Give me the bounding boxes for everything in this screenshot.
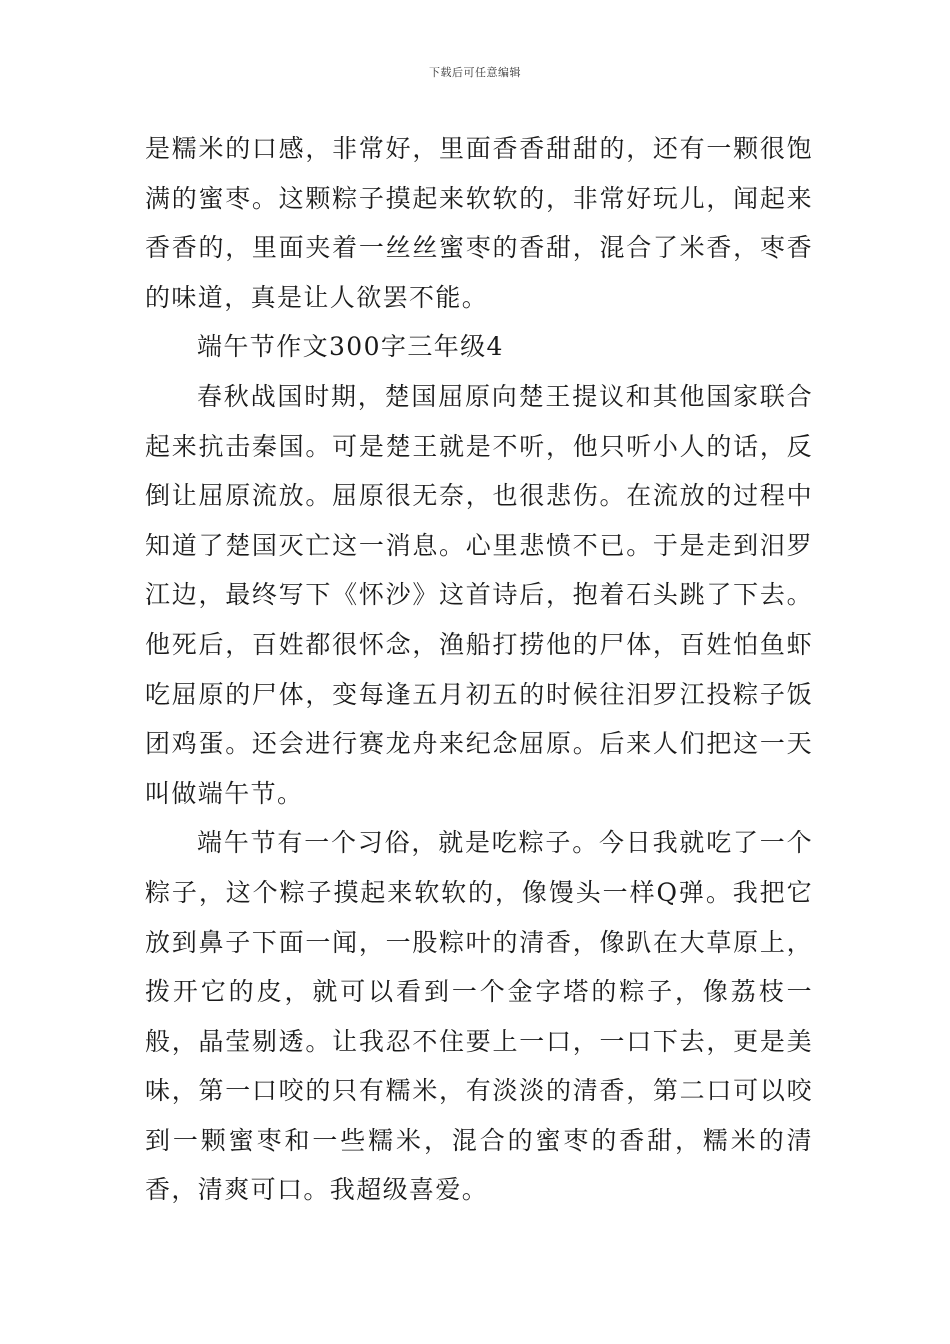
paragraph-continuation: 是糯米的口感，非常好，里面香香甜甜的，还有一颗很饱满的蜜枣。这颗粽子摸起来软软的，非常好玩儿，闻起来香香的，里面夹着一丝丝蜜枣的香甜，混合了米香，枣香的味道，真是让人欲罢不能。	[145, 134, 813, 312]
paragraph-quyuan-story: 春秋战国时期，楚国屈原向楚王提议和其他国家联合起来抗击秦国。可是楚王就是不听，他只听小人的话，反倒让屈原流放。屈原很无奈，也很悲伤。在流放的过程中知道了楚国灭亡这一消息。心里悲愤不已。于是走到汨罗江边，最终写下《怀沙》这首诗后，抱着石头跳了下去。他死后，百姓都很怀念，渔船打捞他的尸体，百姓怕鱼虾吃屈原的尸体，变每逢五月初五的时候往汨罗江投粽子饭团鸡蛋。还会进行赛龙舟来纪念屈原。后来人们把这一天叫做端午节。	[145, 381, 813, 808]
paragraph-eating-zongzi: 端午节有一个习俗，就是吃粽子。今日我就吃了一个粽子，这个粽子摸起来软软的，像馒头一样Q弹。我把它放到鼻子下面一闻，一股粽叶的清香，像趴在大草原上，拨开它的皮，就可以看到一个金字塔的粽子，像荔枝一般，晶莹剔透。让我忍不住要上一口，一口下去，更是美味，第一口咬的只有糯米，有淡淡的清香，第二口可以咬到一颗蜜枣和一些糯米，混合的蜜枣的香甜，糯米的清香，清爽可口。我超级喜爱。	[145, 828, 813, 1205]
document-body	[145, 124, 813, 1215]
section-heading: 端午节作文300字三年级4	[197, 332, 504, 362]
header-note: 下载后可任意编辑	[429, 66, 521, 79]
